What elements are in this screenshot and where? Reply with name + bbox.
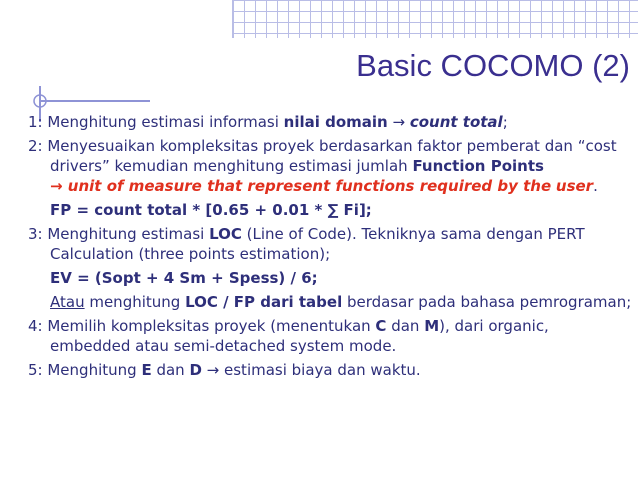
step-5: 5: Menghitung E dan D → estimasi biaya dan waktu.	[28, 361, 421, 379]
circle-ornament-icon	[30, 91, 50, 111]
step-4: 4: Memilih kompleksitas proyek (menentukan C dan M), dari organic, embedded atau semi-detached system mode.	[28, 317, 549, 355]
grid-decoration	[232, 0, 638, 38]
title-divider-line	[40, 100, 150, 102]
formula-ev: EV = (Sopt + 4 Sm + Spess) / 6;	[50, 269, 318, 287]
step-1: 1: Menghitung estimasi informasi nilai domain → count total;	[28, 113, 508, 131]
formula-fp: FP = count total * [0.65 + 0.01 * ∑ Fi];	[50, 201, 372, 219]
step-3-alternative: Atau menghitung LOC / FP dari tabel berdasar pada bahasa pemrograman;	[50, 293, 632, 311]
step-3: 3: Menghitung estimasi LOC (Line of Code). Tekniknya sama dengan PERT Calculation (three points estimation);	[28, 225, 585, 263]
slide-body	[28, 112, 632, 384]
step-2: 2: Menyesuaikan kompleksitas proyek berdasarkan faktor pemberat dan “cost drivers” kemudian menghitung estimasi jumlah Function Points → unit of measure that represent functions required by the user.	[28, 137, 617, 195]
slide-title: Basic COCOMO (2)	[356, 48, 630, 83]
